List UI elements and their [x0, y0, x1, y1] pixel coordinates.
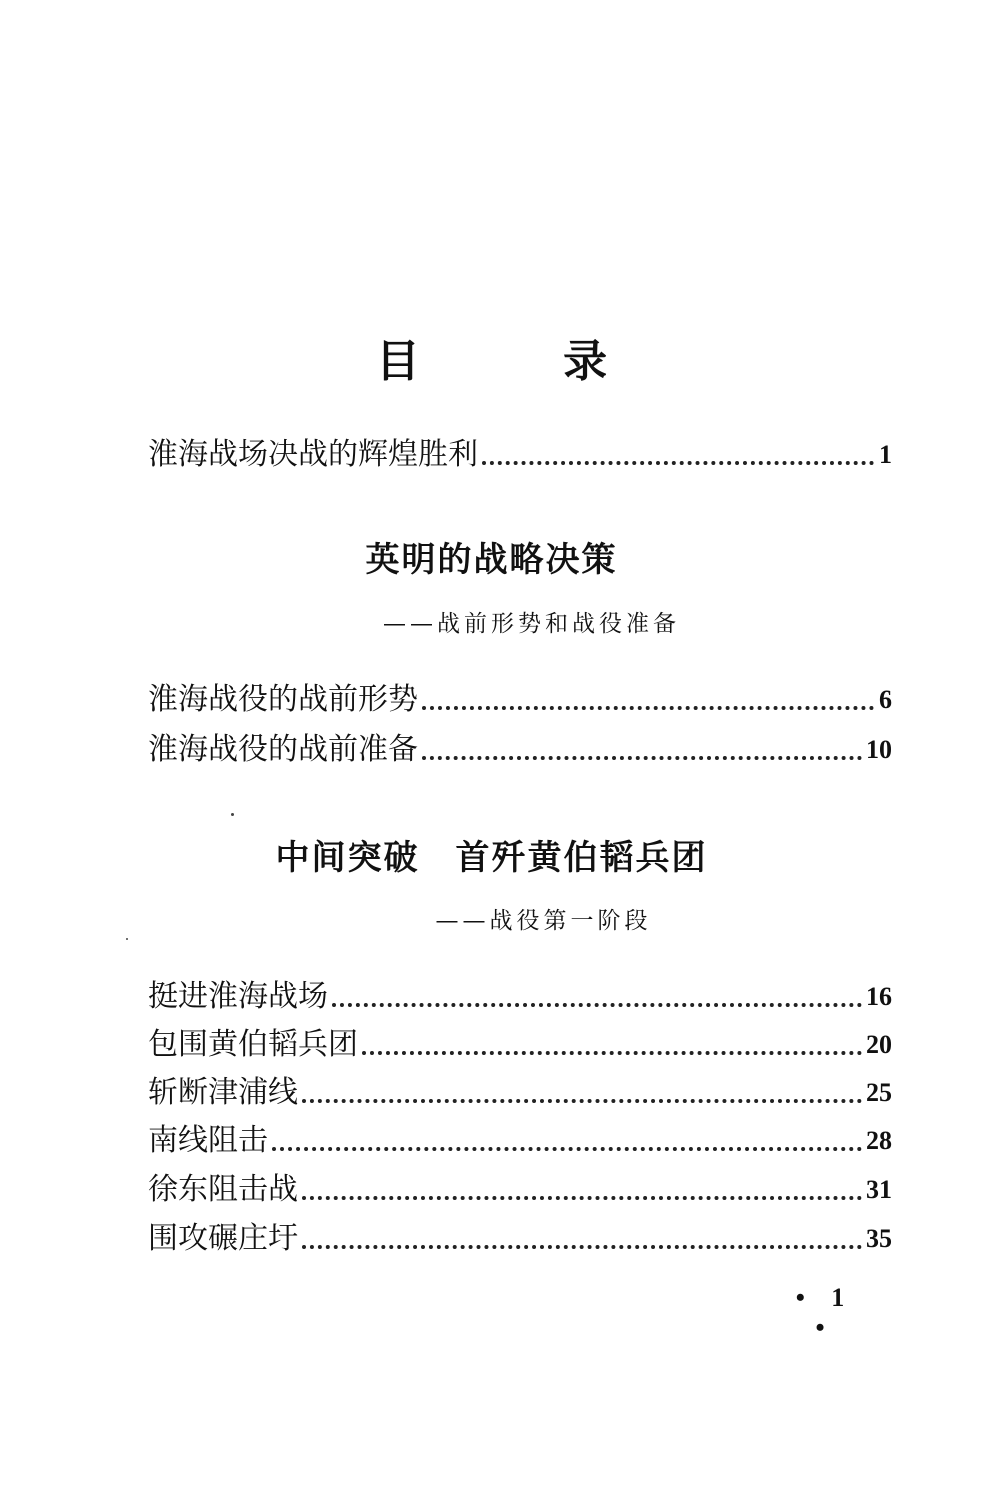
toc-entry	[148, 1025, 892, 1065]
toc-entry-page-number: 35	[866, 1224, 892, 1253]
dot-leader	[362, 1041, 862, 1055]
toc-entry-label: 挺进淮海战场	[148, 979, 328, 1014]
toc-entry	[148, 680, 892, 720]
toc-entry-page-number: 31	[866, 1175, 892, 1204]
section-subheading-1: ——战前形势和战役准备	[383, 611, 680, 637]
section-heading-1: 英明的战略决策	[365, 540, 618, 580]
dot-leader	[332, 993, 862, 1007]
toc-entry-label: 南线阻击	[148, 1123, 268, 1158]
scan-speck	[231, 813, 234, 816]
toc-entry	[148, 977, 892, 1017]
dot-leader	[422, 696, 874, 710]
toc-entry	[148, 1170, 892, 1210]
toc-entry-page-number: 28	[866, 1126, 892, 1155]
scan-speck	[126, 938, 128, 940]
dot-leader	[422, 746, 862, 760]
toc-entry-label: 包围黄伯韬兵团	[148, 1027, 358, 1062]
dot-leader	[302, 1235, 862, 1249]
dot-leader	[302, 1186, 862, 1200]
toc-entry-label: 淮海战场决战的辉煌胜利	[148, 437, 478, 472]
toc-entry-label: 徐东阻击战	[148, 1172, 298, 1207]
toc-entry	[148, 1073, 892, 1113]
toc-entry-label: 围攻碾庄圩	[148, 1221, 298, 1256]
toc-entry	[148, 1121, 892, 1161]
toc-entry-page-number: 1	[879, 440, 892, 469]
toc-entry-intro	[148, 435, 892, 475]
toc-entry	[148, 730, 892, 770]
folio-page-number: • 1 •	[795, 1283, 855, 1342]
section-subheading-2: ——战役第一阶段	[435, 908, 652, 934]
toc-entry-label: 淮海战役的战前形势	[148, 682, 418, 717]
dot-leader	[272, 1137, 862, 1151]
toc-entry-page-number: 6	[879, 685, 892, 714]
toc-entry-page-number: 10	[866, 735, 892, 764]
page-title: 目 录	[375, 336, 672, 387]
toc-entry-page-number: 25	[866, 1078, 892, 1107]
dot-leader	[482, 451, 874, 465]
toc-entry-label: 淮海战役的战前准备	[148, 732, 418, 767]
toc-entry-page-number: 16	[866, 982, 892, 1011]
toc-entry	[148, 1219, 892, 1259]
toc-entry-label: 斩断津浦线	[148, 1075, 298, 1110]
toc-entry-page-number: 20	[866, 1030, 892, 1059]
section-heading-2: 中间突破 首歼黄伯韬兵团	[275, 838, 708, 878]
dot-leader	[302, 1089, 862, 1103]
